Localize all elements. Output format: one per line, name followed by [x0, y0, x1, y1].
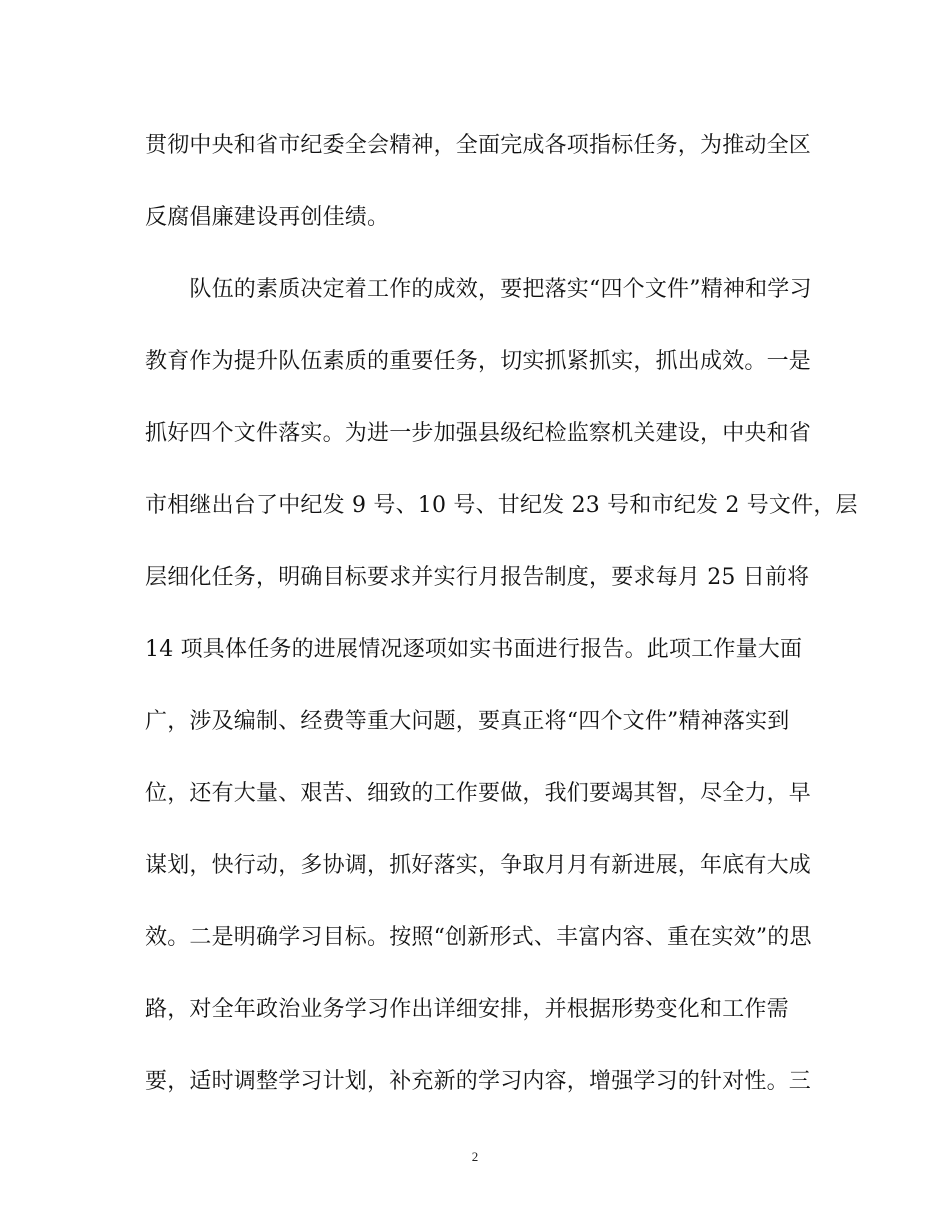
text-line: 要，适时调整学习计划，补充新的学习内容，增强学习的针对性。三 [145, 1069, 812, 1094]
text-line: 14 项具体任务的进展情况逐项如实书面进行报告。此项工作量大面 [145, 637, 803, 662]
text-line: 位，还有大量、艰苦、细致的工作要做，我们要竭其智，尽全力，早 [145, 781, 812, 806]
text-line: 贯彻中央和省市纪委全会精神，全面完成各项指标任务，为推动全区 [145, 133, 812, 158]
text-line: 路，对全年政治业务学习作出详细安排，并根据形势变化和工作需 [145, 997, 789, 1022]
text-line: 反腐倡廉建设再创佳绩。 [145, 205, 390, 230]
text-line: 抓好四个文件落实。为进一步加强县级纪检监察机关建设，中央和省 [145, 421, 812, 446]
text-line: 教育作为提升队伍素质的重要任务，切实抓紧抓实，抓出成效。一是 [145, 349, 812, 374]
text-line: 谋划，快行动，多协调，抓好落实，争取月月有新进展，年底有大成 [145, 853, 812, 878]
text-line: 层细化任务，明确目标要求并实行月报告制度，要求每月 25 日前将 [145, 565, 810, 590]
paragraph-start-line: 队伍的素质决定着工作的成效，要把落实“四个文件”精神和学习 [145, 277, 812, 302]
text-line: 广，涉及编制、经费等重大问题，要真正将“四个文件”精神落实到 [145, 709, 790, 734]
page-number: 2 [471, 1149, 479, 1164]
text-line: 市相继出台了中纪发 9 号、10 号、甘纪发 23 号和市纪发 2 号文件，层 [145, 493, 858, 518]
text-line: 效。二是明确学习目标。按照“创新形式、丰富内容、重在实效”的思 [145, 925, 812, 950]
